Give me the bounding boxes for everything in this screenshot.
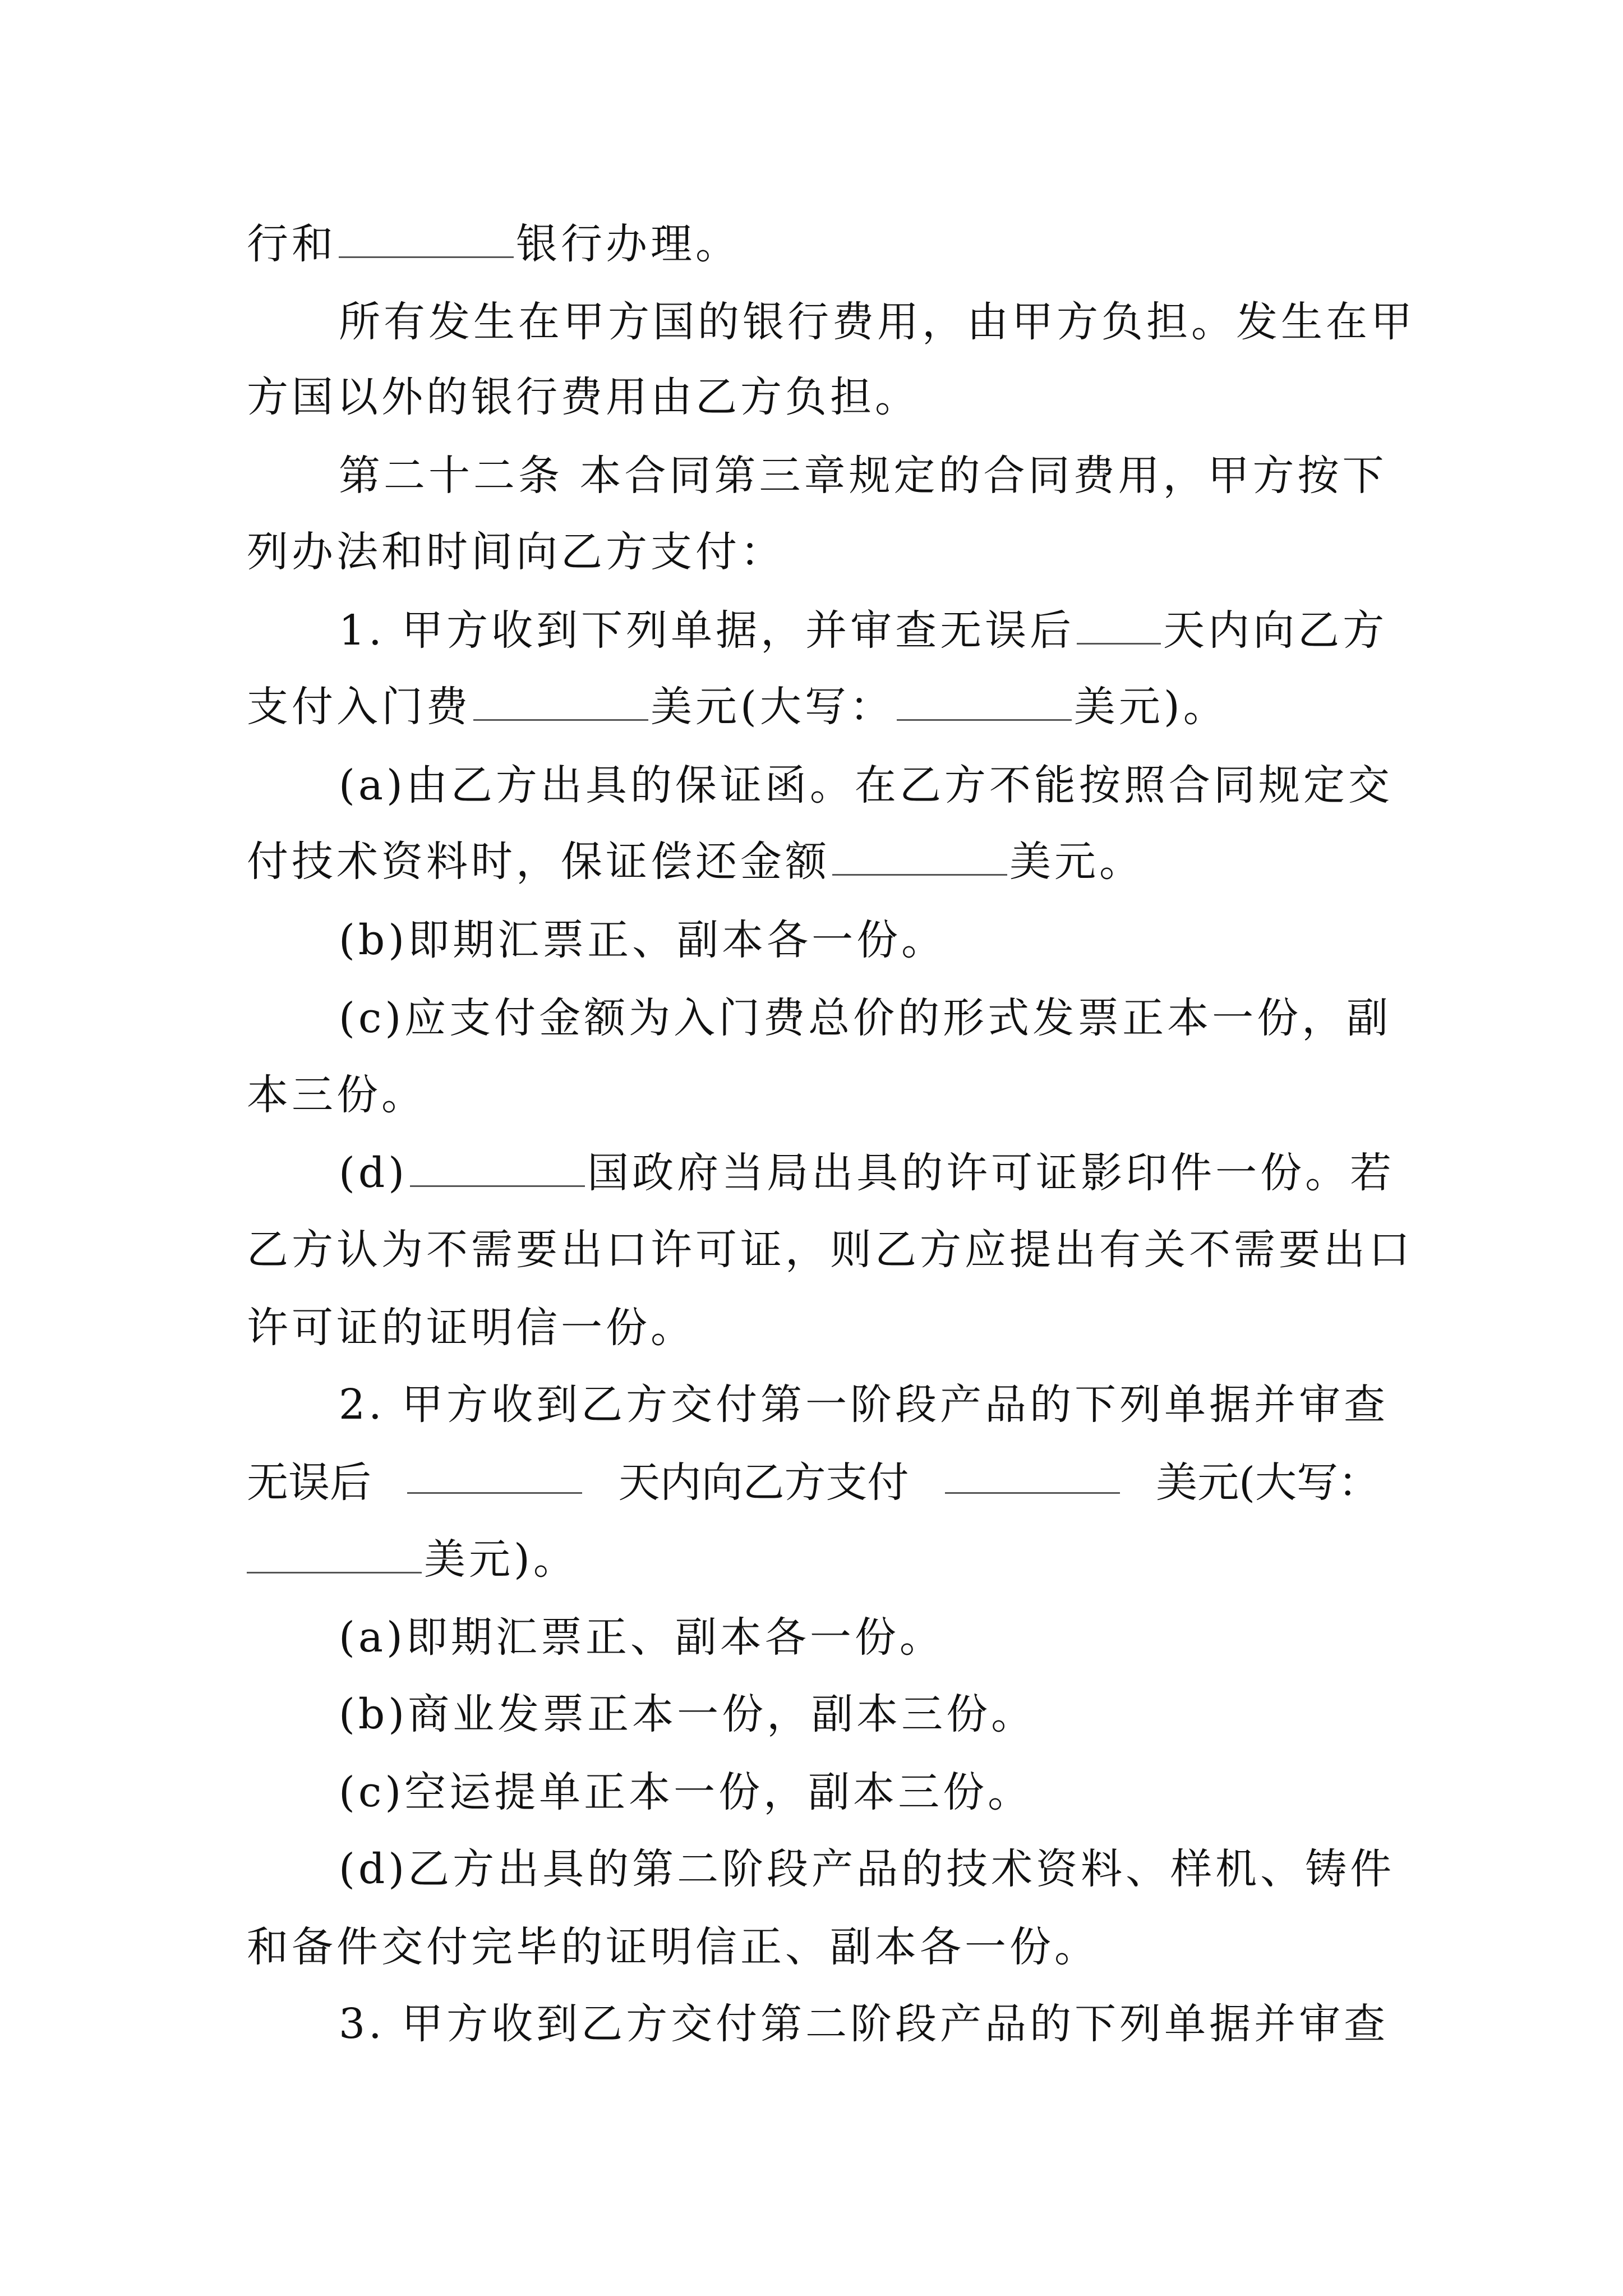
fill-blank <box>407 1452 582 1494</box>
text-line <box>247 213 1380 275</box>
text-segment: 美元)。 <box>1073 683 1228 731</box>
sub-item-a-line: (a)即期汇票正、副本各一份。 <box>339 1613 944 1662</box>
sub-item-a-line: (a)由乙方出具的保证函。在乙方不能按照合同规定交 <box>339 761 1393 809</box>
text-line: 乙方认为不需要出口许可证，则乙方应提出有关不需要出口 <box>247 1226 1413 1274</box>
fill-blank <box>410 1145 585 1187</box>
text-line <box>247 1529 1380 1590</box>
fill-blank <box>247 1531 422 1573</box>
sub-item-b-line: (b)商业发票正本一份，副本三份。 <box>339 1690 1036 1738</box>
text-segment: 国政府当局出具的许可证影印件一份。若 <box>587 1149 1395 1197</box>
fill-blank <box>945 1452 1120 1494</box>
text-segment: 1. 甲方收到下列单据，并审查无误后 <box>339 606 1075 655</box>
text-segment: 美元)。 <box>424 1535 578 1584</box>
text-line: 和备件交付完毕的证明信正、副本各一份。 <box>247 1923 1099 1971</box>
sub-item-b-line: (b)即期汇票正、副本各一份。 <box>339 916 947 964</box>
sub-item-c-line: (c)应支付金额为入门费总价的形式发票正本一份，副 <box>339 994 1392 1042</box>
fill-blank <box>339 216 514 258</box>
text-segment: 天内向乙方支付 <box>618 1458 909 1507</box>
text-segment: (d) <box>339 1149 408 1197</box>
text-segment: 付技术资料时，保证偿还金额 <box>247 838 830 886</box>
text-line: 列办法和时间向乙方支付： <box>247 528 785 576</box>
text-segment: 美元。 <box>1009 838 1144 886</box>
text-segment: 银行办理。 <box>516 220 740 268</box>
sub-item-d-line: (d)乙方出具的第二阶段产品的技术资料、样机、铸件 <box>339 1845 1395 1893</box>
item-1-line <box>339 600 1388 661</box>
fill-blank <box>1077 602 1161 645</box>
fill-blank <box>897 679 1072 721</box>
fill-blank <box>473 679 648 721</box>
text-segment: 美元(大写： <box>651 683 895 731</box>
text-line <box>247 831 1380 892</box>
text-segment: 行和 <box>247 220 336 268</box>
text-line: 方国以外的银行费用由乙方负担。 <box>247 373 920 421</box>
text-line: 许可证的证明信一份。 <box>247 1304 695 1352</box>
text-segment: 美元(大写： <box>1156 1458 1380 1507</box>
text-line <box>247 1452 1380 1513</box>
item-3-line: 3. 甲方收到乙方交付第二阶段产品的下列单据并审查 <box>339 2000 1389 2048</box>
text-segment: 天内向乙方 <box>1163 606 1388 655</box>
article-heading-line: 第二十二条 本合同第三章规定的合同费用，甲方按下 <box>339 452 1387 500</box>
text-segment: 支付入门费 <box>247 683 471 731</box>
fill-blank <box>832 834 1007 876</box>
text-line <box>247 676 1380 738</box>
item-2-line: 2. 甲方收到乙方交付第一阶段产品的下列单据并审查 <box>339 1381 1389 1429</box>
sub-item-d-line <box>339 1142 1395 1204</box>
paragraph-line: 所有发生在甲方国的银行费用，由甲方负担。发生在甲 <box>339 298 1415 346</box>
text-line: 本三份。 <box>247 1071 426 1119</box>
sub-item-c-line: (c)空运提单正本一份，副本三份。 <box>339 1768 1033 1816</box>
text-segment: 无误后 <box>247 1458 371 1507</box>
